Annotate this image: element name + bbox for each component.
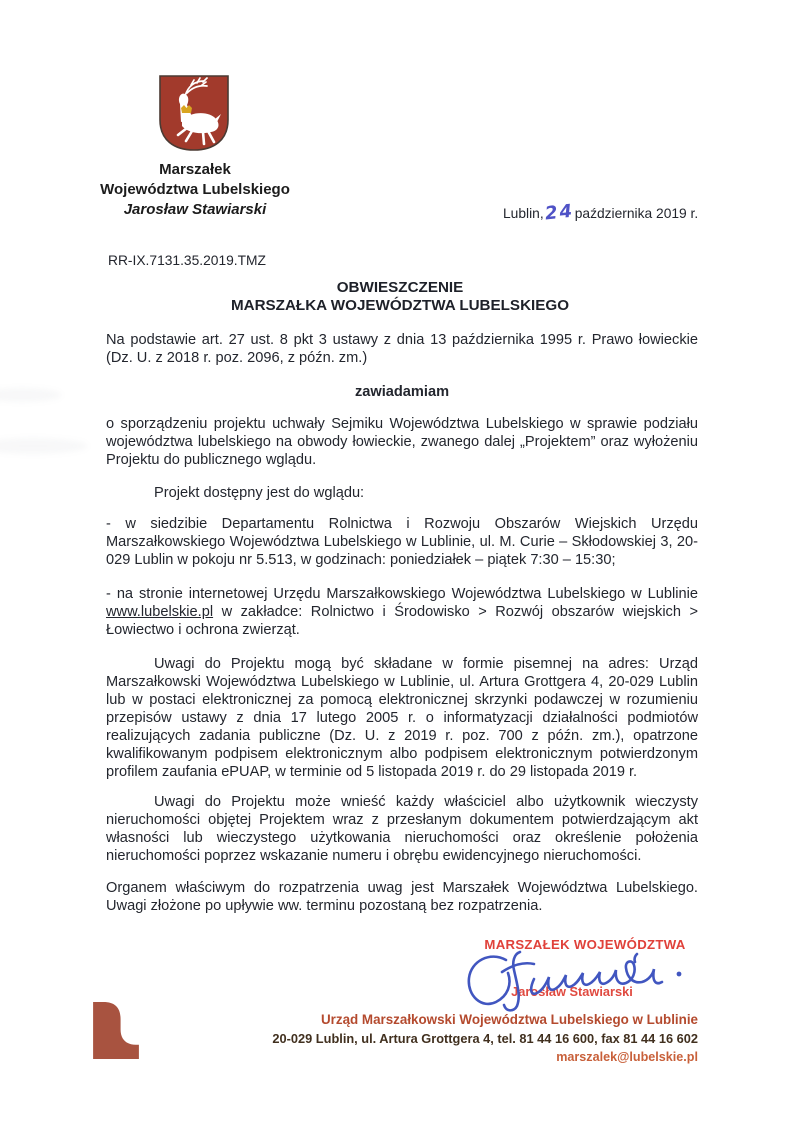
title-line2: MARSZAŁKA WOJEWÓDZTWA LUBELSKIEGO (230, 296, 570, 314)
signature-scribble-icon (462, 946, 692, 1016)
document-title (2, 279, 798, 314)
notice-subject-paragraph: o sporządzeniu projektu uchwały Sejmiku Województwa Lubelskiego w sprawie podziału województwa lubelskiego na obwody łowieckie, zwanego dalej „Projektem” oraz wyłożeniu Projektu do publicznego wglądu. (106, 416, 698, 468)
footer-office-name: Urząd Marszałkowski Województwa Lubelskiego w Lublinie (321, 1012, 698, 1027)
document-body (106, 331, 698, 915)
footer-block (248, 1012, 698, 1065)
date-rest: października 2019 r. (574, 206, 699, 221)
availability-website-item (106, 585, 698, 639)
comments-submission-paragraph: Uwagi do Projektu mogą być składane w formie pisemnej na adres: Urząd Marszałkowski Województwa Lubelskiego w Lublinie, ul. Artura Grottgera 4, 20-029 Lublin lub w postaci elektronicznej za pomocą elektronicznej skrzynki podawczej w rozumieniu przepisów ustawy z dnia 17 lutego 2005 r. o informatyzacji działalności podmiotów realizujących zadania publiczne (Dz. U. z 2019 r. poz. 700 z późn. zm.), opatrzone kwalifikowanym podpisem elektronicznym albo podpisem elektronicznym potwierdzonym profilem zaufania ePUAP, w terminie od 5 listopada 2019 r. do 29 listopada 2019 r. (106, 656, 698, 780)
eligibility-paragraph: Uwagi do Projektu może wnieść każdy właściciel albo użytkownik wieczysty nieruchomości objętej Projektem wraz z przesłanym dokumentem potwierdzającym akt własności lub wieczystego użytkowania nieruchomości oraz określenie położenia nieruchomości poprzez wskazanie numeru i obrębu ewidencyjnego nieruchomości. (106, 794, 698, 864)
website-item-before: - na stronie internetowej Urzędu Marszałkowskiego Województwa Lubelskiego w Lublinie (106, 586, 698, 602)
footer-email: marszalek@lubelskie.pl (556, 1050, 698, 1064)
date-line (503, 202, 723, 223)
availability-intro-paragraph: Projekt dostępny jest do wglądu: (154, 485, 365, 501)
authority-paragraph: Organem właściwym do rozpatrzenia uwag jest Marszałek Województwa Lubelskiego. Uwagi złożone po upływie ww. terminu pozostaną bez rozpatrzenia. (106, 880, 698, 914)
website-item-after: w zakładce: Rolnictwo i Środowisko > Rozwój obszarów wiejskich > Łowiectwo i ochrona zwierząt. (106, 604, 698, 638)
lubelskie-logo-icon (93, 1002, 139, 1059)
website-link: www.lubelskie.pl (106, 604, 214, 620)
zawiadamiam-line: zawiadamiam (354, 384, 450, 400)
scan-smudge (0, 388, 62, 402)
signature-name: Jarosław Stawiarski (511, 984, 633, 999)
coat-of-arms-icon (158, 74, 230, 152)
scan-smudge (0, 438, 88, 454)
availability-office-item: - w siedzibie Departamentu Rolnictwa i Rozwoju Obszarów Wiejskich Urzędu Marszałkowskiego Województwa Lubelskiego w Lublinie, ul. M. Curie – Skłodowskiej 3, 20-029 Lublin w pokoju nr 5.513, w godzinach: poniedziałek – piątek 7:30 – 15:30; (106, 516, 698, 568)
reference-number: RR-IX.7131.35.2019.TMZ (108, 253, 266, 268)
signature-role: MARSZAŁEK WOJEWÓDZTWA (484, 937, 686, 952)
sender-organization: Województwa Lubelskiego (100, 181, 290, 198)
sender-person: Jarosław Stawiarski (123, 201, 267, 218)
sender-block (92, 160, 298, 220)
footer-address: 20-029 Lublin, ul. Artura Grottgera 4, tel. 81 44 16 600, fax 81 44 16 602 (272, 1031, 698, 1046)
date-place: Lublin, (503, 206, 544, 221)
title-line1: OBWIESZCZENIE (336, 279, 464, 296)
handwritten-day: 24 (543, 200, 575, 225)
sender-title: Marszałek (159, 161, 231, 178)
legal-basis-paragraph: Na podstawie art. 27 ust. 8 pkt 3 ustawy z dnia 13 października 1995 r. Prawo łowieckie (Dz. U. z 2018 r. poz. 2096, z późn. zm.) (106, 332, 698, 366)
